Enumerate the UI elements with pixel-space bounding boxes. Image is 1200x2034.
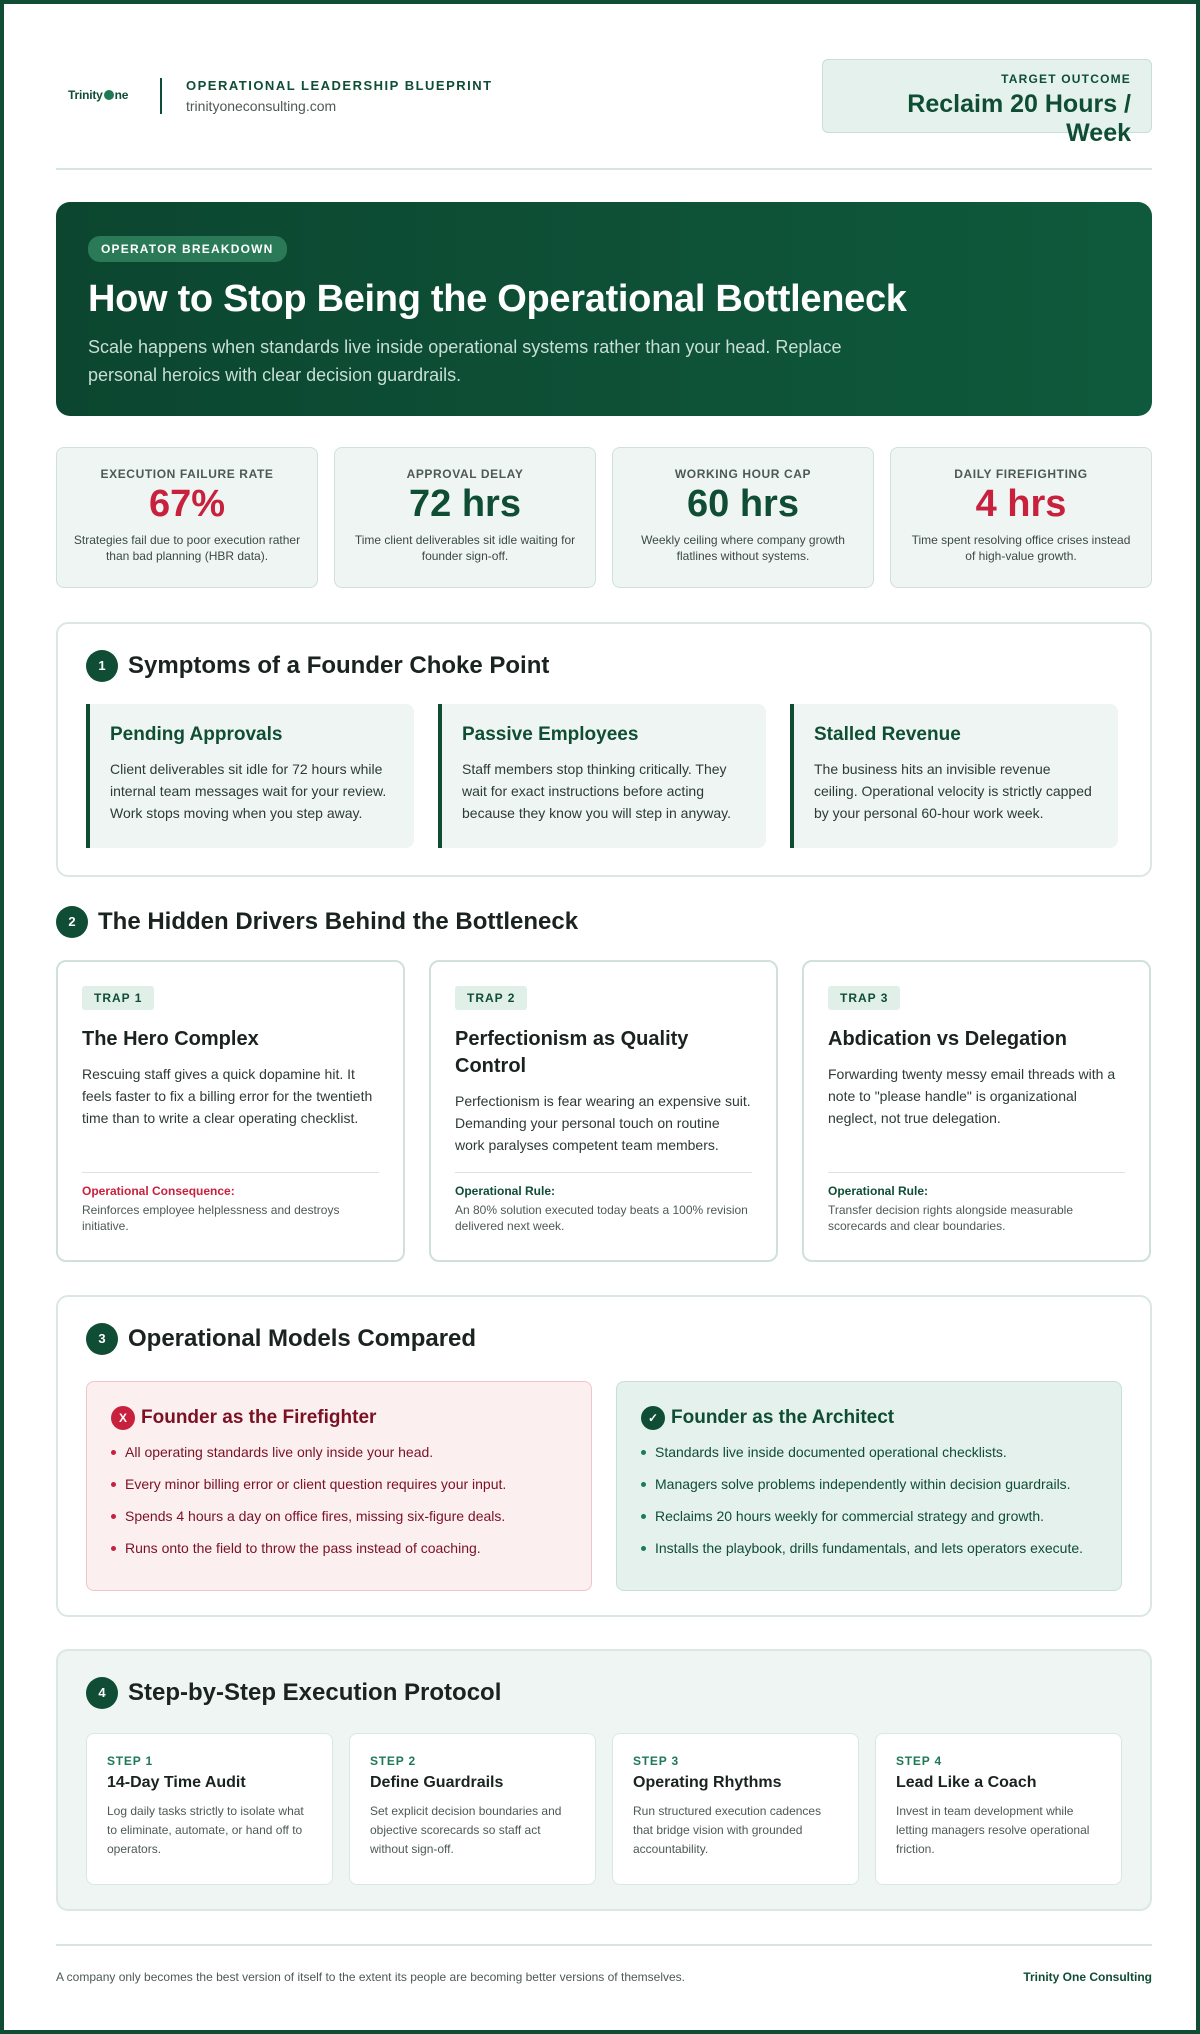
model-list [111, 1442, 567, 1558]
logo-text-end: ne [114, 88, 129, 102]
symptom-card [438, 704, 766, 848]
section-title: Symptoms of a Founder Choke Point [128, 652, 550, 679]
step-list [86, 1733, 1122, 1885]
list-item: Installs the playbook, drills fundamentals, and lets operators execute. [641, 1538, 1097, 1558]
brand-block [186, 78, 493, 114]
footer-quote: A company only becomes the best version of itself to the extent its people are becoming better versions of themselves. [56, 1970, 686, 1984]
trap-description: Forwarding twenty messy email threads with a note to "please handle" is organizational neglect, not true delegation. [828, 1066, 1116, 1126]
trap-list [56, 960, 1152, 1262]
section-number-badge: 3 [86, 1323, 118, 1355]
trap-card [56, 960, 405, 1262]
step-description: Invest in team development while letting managers resolve operational friction. [896, 1804, 1090, 1856]
stat-value: 67% [148, 483, 226, 525]
stat-description: Time client deliverables sit idle waiting for founder sign-off. [354, 533, 576, 563]
section-number-badge: 4 [86, 1677, 118, 1709]
step-title: Lead Like a Coach [896, 1774, 1037, 1791]
page [56, 4, 1152, 1984]
header-divider [160, 78, 162, 114]
trap-footer-text: An 80% solution executed today beats a 100% revision delivered next week. [455, 1203, 748, 1233]
trap-footer [82, 1172, 379, 1234]
trap-footer-label: Operational Consequence: [82, 1184, 235, 1198]
stat-label: APPROVAL DELAY [406, 467, 524, 481]
section-hidden-drivers-heading [56, 906, 578, 938]
section-heading [86, 650, 1122, 682]
symptom-card [790, 704, 1118, 848]
stat-card-working-hour-cap [612, 447, 874, 588]
brand-title: OPERATIONAL LEADERSHIP BLUEPRINT [186, 78, 493, 93]
section-title: Operational Models Compared [128, 1325, 477, 1352]
symptom-title: Passive Employees [462, 724, 639, 745]
stats-row [56, 447, 1152, 588]
section-heading [86, 1677, 1122, 1709]
trap-badge: TRAP 2 [455, 986, 527, 1010]
hero-title: How to Stop Being the Operational Bottleneck [88, 278, 907, 320]
section-title: The Hidden Drivers Behind the Bottleneck [98, 908, 579, 935]
hero-description: Scale happens when standards live inside operational systems rather than your head. Replace personal heroics with clear decision guardrails. [88, 337, 842, 385]
list-item: All operating standards live only inside your head. [111, 1442, 567, 1462]
list-item: Every minor billing error or client question requires your input. [111, 1474, 567, 1494]
stat-value: 72 hrs [409, 483, 521, 525]
stat-card-approval-delay [334, 447, 596, 588]
model-heading [641, 1406, 1097, 1430]
stat-description: Weekly ceiling where company growth flatlines without systems. [641, 533, 845, 563]
stat-value: 60 hrs [687, 483, 799, 525]
logo[interactable] [68, 88, 128, 102]
symptom-description: Staff members stop thinking critically. They wait for exact instructions before acting because they know you will step in anyway. [462, 761, 731, 821]
section-symptoms [56, 622, 1152, 877]
trap-description: Perfectionism is fear wearing an expensive suit. Demanding your personal touch on routine work paralyses competent team members. [455, 1093, 751, 1153]
stat-description: Strategies fail due to poor execution rather than bad planning (HBR data). [73, 533, 301, 563]
logo-o-icon [104, 90, 114, 100]
step-label: STEP 4 [896, 1754, 942, 1768]
brand-url[interactable]: trinityoneconsulting.com [186, 98, 337, 114]
step-label: STEP 2 [370, 1754, 416, 1768]
stat-card-execution-failure [56, 447, 318, 588]
stat-label: DAILY FIREFIGHTING [954, 467, 1088, 481]
target-outcome-card [822, 59, 1152, 147]
target-label: TARGET OUTCOME [1001, 72, 1131, 86]
stat-value: 4 hrs [975, 483, 1067, 525]
section-number-badge: 1 [86, 650, 118, 682]
symptom-card [86, 704, 414, 848]
logo-text: Trinity [68, 88, 103, 102]
step-description: Run structured execution cadences that bridge vision with grounded accountability. [633, 1804, 822, 1856]
model-list [641, 1442, 1097, 1558]
stat-card-daily-firefighting [890, 447, 1152, 588]
trap-badge: TRAP 1 [82, 986, 154, 1010]
x-icon: X [111, 1406, 135, 1430]
step-card [349, 1733, 596, 1885]
symptom-title: Pending Approvals [110, 724, 283, 745]
trap-title: The Hero Complex [82, 1028, 259, 1050]
footer-brand[interactable]: Trinity One Consulting [1023, 1970, 1152, 1984]
firefighter-model-card [86, 1381, 592, 1591]
stat-label: EXECUTION FAILURE RATE [100, 467, 274, 481]
step-title: 14-Day Time Audit [107, 1774, 246, 1791]
step-card [86, 1733, 333, 1885]
symptom-list [86, 704, 1122, 848]
section-models-compared [56, 1295, 1152, 1617]
step-label: STEP 3 [633, 1754, 679, 1768]
model-title: Founder as the Architect [671, 1407, 895, 1428]
trap-footer-label: Operational Rule: [455, 1184, 556, 1198]
list-item: Reclaims 20 hours weekly for commercial strategy and growth. [641, 1506, 1097, 1526]
step-description: Set explicit decision boundaries and objective scorecards so staff act without sign-off. [370, 1804, 562, 1856]
footer [56, 1944, 1152, 1984]
step-card [875, 1733, 1122, 1885]
target-value: Reclaim 20 Hours / Week [907, 90, 1131, 147]
step-description: Log daily tasks strictly to isolate what to eliminate, automate, or hand off to operators. [107, 1804, 304, 1856]
step-title: Operating Rhythms [633, 1774, 782, 1791]
trap-card [429, 960, 778, 1262]
stat-label: WORKING HOUR CAP [674, 467, 812, 481]
section-title: Step-by-Step Execution Protocol [128, 1679, 502, 1706]
trap-footer-text: Reinforces employee helplessness and destroys initiative. [82, 1203, 340, 1233]
hero-badge: OPERATOR BREAKDOWN [88, 236, 287, 262]
model-comparison [86, 1381, 1122, 1591]
hero-banner [56, 202, 1152, 416]
trap-footer [828, 1172, 1125, 1234]
step-title: Define Guardrails [370, 1774, 504, 1791]
trap-card [802, 960, 1151, 1262]
trap-badge: TRAP 3 [828, 986, 900, 1010]
list-item: Runs onto the field to throw the pass instead of coaching. [111, 1538, 567, 1558]
trap-footer-text: Transfer decision rights alongside measurable scorecards and clear boundaries. [828, 1203, 1074, 1233]
trap-title: Perfectionism as Quality Control [455, 1028, 689, 1077]
header [56, 4, 1152, 170]
section-heading [86, 1323, 1122, 1355]
step-label: STEP 1 [107, 1754, 153, 1768]
list-item: Standards live inside documented operational checklists. [641, 1442, 1097, 1462]
section-number-badge: 2 [56, 906, 88, 938]
step-card [612, 1733, 859, 1885]
trap-footer [455, 1172, 752, 1234]
list-item: Spends 4 hours a day on office fires, missing six-figure deals. [111, 1506, 567, 1526]
model-title: Founder as the Firefighter [141, 1407, 377, 1428]
stat-description: Time spent resolving office crises instead of high-value growth. [911, 533, 1131, 563]
symptom-description: Client deliverables sit idle for 72 hours while internal team messages wait for your review. Work stops moving when you step away. [110, 761, 387, 821]
check-icon: ✓ [641, 1406, 665, 1430]
symptom-title: Stalled Revenue [814, 724, 961, 745]
trap-description: Rescuing staff gives a quick dopamine hit. It feels faster to fix a billing error for the twentieth time than to write a clear operating checklist. [82, 1066, 373, 1126]
list-item: Managers solve problems independently within decision guardrails. [641, 1474, 1097, 1494]
trap-title: Abdication vs Delegation [828, 1028, 1067, 1050]
symptom-description: The business hits an invisible revenue ceiling. Operational velocity is strictly capped by your personal 60-hour work week. [814, 761, 1092, 821]
architect-model-card [616, 1381, 1122, 1591]
trap-footer-label: Operational Rule: [828, 1184, 929, 1198]
section-execution-protocol [56, 1649, 1152, 1911]
model-heading [111, 1406, 567, 1430]
